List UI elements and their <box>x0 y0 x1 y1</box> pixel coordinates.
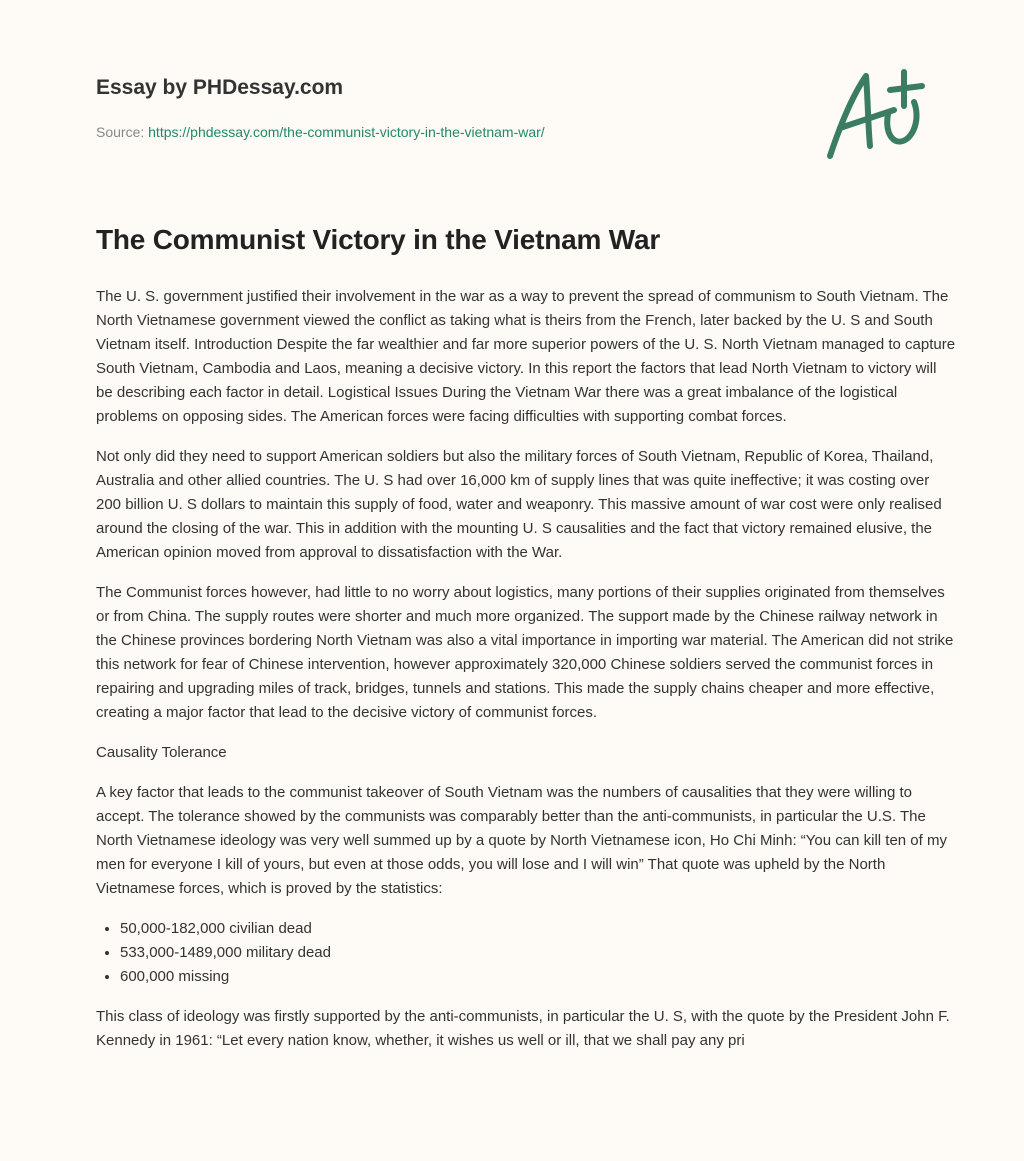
source-link[interactable]: https://phdessay.com/the-communist-victory-in-the-vietnam-war/ <box>148 124 545 140</box>
paragraph: The Communist forces however, had little to no worry about logistics, many portions of their supplies originated from themselves or from China. The supply routes were shorter and much more organized. The support made by the Chinese railway network in the Chinese provinces bordering North Vietnam was also a vital importance in importing war material. The American did not strike this network for fear of Chinese intervention, however approximately 320,000 Chinese soldiers served the communist forces in repairing and upgrading miles of track, bridges, tunnels and stations. This made the supply chains cheaper and more effective, creating a major factor that lead to the decisive victory of communist forces. <box>96 584 954 721</box>
paragraph: This class of ideology was firstly supported by the anti-communists, in particular the U. S, with the quote by the President John F. Kennedy in 1961: “Let every nation know, whether, it wishes us well or ill, that we shall pay any pri <box>96 1008 950 1049</box>
statistics-list <box>96 917 956 989</box>
a-plus-logo-icon <box>818 66 928 166</box>
source-line <box>96 124 545 140</box>
list-item: • 533,000-1489,000 military dead <box>120 941 956 965</box>
list-item: • 50,000-182,000 civilian dead <box>120 917 956 941</box>
article-body <box>96 285 956 1069</box>
source-label: Source: <box>96 124 145 140</box>
section-heading: Causality Tolerance <box>96 744 227 761</box>
article-title: The Communist Victory in the Vietnam War <box>96 224 661 255</box>
paragraph: The U. S. government justified their involvement in the war as a way to prevent the spread of communism to South Vietnam. The North Vietnamese government viewed the conflict as taking what is theirs from the French, later backed by the U. S and South Vietnam itself. Introduction Despite the far wealthier and far more superior powers of the U. S. North Vietnam managed to capture South Vietnam, Cambodia and Laos, meaning a decisive victory. In this report the factors that lead North Vietnam to victory will be describing each factor in detail. Logistical Issues During the Vietnam War there was a great imbalance of the logistical problems on opposing sides. The American forces were facing difficulties with supporting combat forces. <box>96 288 956 425</box>
brand-title: Essay by PHDessay.com <box>96 76 344 99</box>
paragraph: A key factor that leads to the communist takeover of South Vietnam was the numbers of causalities that they were willing to accept. The tolerance showed by the communists was comparably better than the anti-communists, in particular the U.S. The North Vietnamese ideology was very well summed up by a quote by North Vietnamese icon, Ho Chi Minh: “You can kill ten of my men for everyone I kill of yours, but even at those odds, you will lose and I will win” That quote was upheld by the North Vietnamese forces, which is proved by the statistics: <box>96 784 947 897</box>
list-item: • 600,000 missing <box>120 965 956 989</box>
paragraph: Not only did they need to support American soldiers but also the military forces of South Vietnam, Republic of Korea, Thailand, Australia and other allied countries. The U. S had over 16,000 km of supply lines that was quite ineffective; it was costing over 200 billion U. S dollars to maintain this supply of food, water and weaponry. This massive amount of war cost were only realised around the closing of the war. This in addition with the mounting U. S causalities and the fact that victory remained elusive, the American opinion moved from approval to dissatisfaction with the War. <box>96 448 942 561</box>
